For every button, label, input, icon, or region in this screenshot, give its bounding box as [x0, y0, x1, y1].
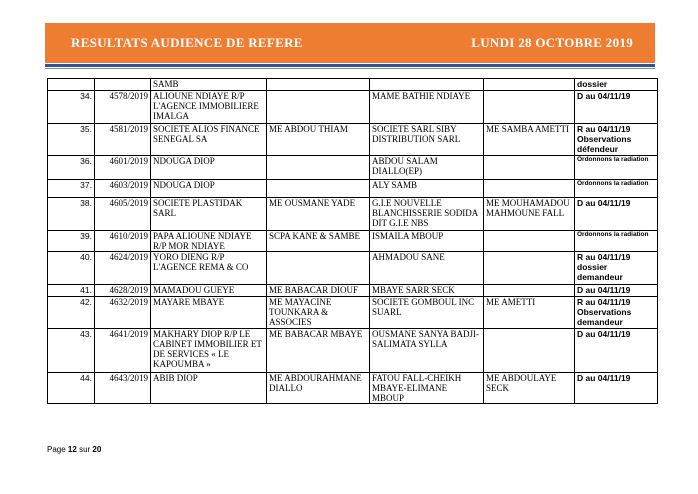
page-current: 12 — [67, 445, 77, 454]
plaintiff: MAMADOU GUEYE — [151, 285, 267, 297]
observation: R au 04/11/19 Observations demandeur — [575, 297, 658, 329]
case-number: 4581/2019 — [95, 124, 151, 156]
row-number: 36. — [48, 156, 95, 180]
observation: D au 04/11/19 — [575, 285, 658, 297]
observation: D au 04/11/19 — [575, 329, 658, 373]
row-number: 40. — [48, 252, 95, 285]
plaintiff-lawyer — [267, 91, 370, 124]
row-number: 42. — [48, 297, 95, 329]
defendant: OUSMANE SANYA BADJI-SALIMATA SYLLA — [370, 329, 484, 373]
plaintiff: SAMB — [151, 79, 267, 91]
case-number: 4632/2019 — [95, 297, 151, 329]
defendant-lawyer — [484, 156, 575, 180]
observation: D au 04/11/19 — [575, 91, 658, 124]
table-row — [48, 329, 658, 373]
defendant: SOCIETE GOMBOUL INC SUARL — [370, 297, 484, 329]
observation: Ordonnons la radiation — [575, 156, 658, 180]
plaintiff-lawyer: ME BABACAR MBAYE — [267, 329, 370, 373]
defendant-lawyer: ME MOUHAMADOU MAHMOUNE FALL — [484, 198, 575, 231]
defendant: AHMADOU SANE — [370, 252, 484, 285]
table-row — [48, 91, 658, 124]
observation: dossier — [575, 79, 658, 91]
table-row — [48, 198, 658, 231]
header-rule-blue — [45, 64, 655, 67]
table-row — [48, 79, 658, 91]
plaintiff: SOCIETE ALIOS FINANCE SENEGAL SA — [151, 124, 267, 156]
plaintiff: SOCIETE PLASTIDAK SARL — [151, 198, 267, 231]
page-total: 20 — [92, 445, 102, 454]
page-footer — [47, 445, 101, 454]
table-row — [48, 180, 658, 198]
table-row — [48, 124, 658, 156]
observation: Ordonnons la radiation — [575, 231, 658, 252]
row-number: 39. — [48, 231, 95, 252]
row-number: 43. — [48, 329, 95, 373]
defendant-lawyer — [484, 91, 575, 124]
defendant-lawyer: ME AMETTI — [484, 297, 575, 329]
defendant: MAME BATHIE NDIAYE — [370, 91, 484, 124]
defendant-lawyer — [484, 252, 575, 285]
observation: R au 04/11/19 Observations défendeur — [575, 124, 658, 156]
row-number: 41. — [48, 285, 95, 297]
case-number: 4624/2019 — [95, 252, 151, 285]
plaintiff: ALIOUNE NDIAYE R/P L'AGENCE IMMOBILIERE IMALGA — [151, 91, 267, 124]
plaintiff-lawyer — [267, 156, 370, 180]
row-number: 35. — [48, 124, 95, 156]
plaintiff: PAPA ALIOUNE NDIAYE R/P MOR NDIAYE — [151, 231, 267, 252]
page-title: RESULTATS AUDIENCE DE REFERE — [71, 35, 303, 50]
table-row — [48, 231, 658, 252]
defendant: FATOU FALL-CHEIKH MBAYE-ELIMANE MBOUP — [370, 373, 484, 404]
case-number: 4601/2019 — [95, 156, 151, 180]
plaintiff: YORO DIENG R/P L'AGENCE REMA & CO — [151, 252, 267, 285]
table-row — [48, 373, 658, 404]
plaintiff-lawyer: ME OUSMANE YADE — [267, 198, 370, 231]
defendant-lawyer — [484, 79, 575, 91]
plaintiff-lawyer: ME BABACAR DIOUF — [267, 285, 370, 297]
case-number: 4610/2019 — [95, 231, 151, 252]
defendant — [370, 79, 484, 91]
page-prefix: Page — [47, 445, 66, 454]
case-number: 4641/2019 — [95, 329, 151, 373]
case-number — [95, 79, 151, 91]
defendant: MBAYE SARR SECK — [370, 285, 484, 297]
header-banner — [45, 23, 655, 63]
defendant-lawyer — [484, 285, 575, 297]
row-number — [48, 79, 95, 91]
defendant: ABDOU SALAM DIALLO(EP) — [370, 156, 484, 180]
observation: D au 04/11/19 — [575, 373, 658, 404]
case-number: 4578/2019 — [95, 91, 151, 124]
defendant-lawyer — [484, 231, 575, 252]
plaintiff: NDOUGA DIOP — [151, 156, 267, 180]
row-number: 38. — [48, 198, 95, 231]
row-number: 34. — [48, 91, 95, 124]
case-number: 4605/2019 — [95, 198, 151, 231]
plaintiff-lawyer — [267, 180, 370, 198]
observation: Ordonnons la radiation — [575, 180, 658, 198]
defendant-lawyer — [484, 329, 575, 373]
observation: D au 04/11/19 — [575, 198, 658, 231]
table-row — [48, 285, 658, 297]
plaintiff: MAKHARY DIOP R/P LE CABINET IMMOBILIER ET DE SERVICES « LE KAPOUMBA » — [151, 329, 267, 373]
table-row — [48, 156, 658, 180]
page-middle: sur — [79, 445, 91, 454]
row-number: 44. — [48, 373, 95, 404]
case-number: 4643/2019 — [95, 373, 151, 404]
plaintiff: NDOUGA DIOP — [151, 180, 267, 198]
observation: R au 04/11/19 dossier demandeur — [575, 252, 658, 285]
defendant-lawyer — [484, 180, 575, 198]
header-rule-gray — [45, 68, 655, 69]
defendant: SOCIETE SARL SIBY DISTRIBUTION SARL — [370, 124, 484, 156]
plaintiff-lawyer: SCPA KANE & SAMBE — [267, 231, 370, 252]
plaintiff-lawyer: ME ABDOURAHMANE DIALLO — [267, 373, 370, 404]
plaintiff-lawyer: ME MAYACINE TOUNKARA & ASSOCIES — [267, 297, 370, 329]
defendant-lawyer: ME SAMBA AMETTI — [484, 124, 575, 156]
defendant-lawyer: ME ABDOULAYE SECK — [484, 373, 575, 404]
plaintiff: MAYARE MBAYE — [151, 297, 267, 329]
defendant: ALY SAMB — [370, 180, 484, 198]
table-row — [48, 252, 658, 285]
defendant: G.I.E NOUVELLE BLANCHISSERIE SODIDA DIT G.I.E NBS — [370, 198, 484, 231]
results-table — [47, 78, 658, 404]
table-row — [48, 297, 658, 329]
defendant: ISMAILA MBOUP — [370, 231, 484, 252]
row-number: 37. — [48, 180, 95, 198]
plaintiff: ABIB DIOP — [151, 373, 267, 404]
case-number: 4603/2019 — [95, 180, 151, 198]
plaintiff-lawyer — [267, 252, 370, 285]
plaintiff-lawyer: ME ABDOU THIAM — [267, 124, 370, 156]
hearing-date: LUNDI 28 OCTOBRE 2019 — [471, 35, 633, 50]
case-number: 4628/2019 — [95, 285, 151, 297]
plaintiff-lawyer — [267, 79, 370, 91]
